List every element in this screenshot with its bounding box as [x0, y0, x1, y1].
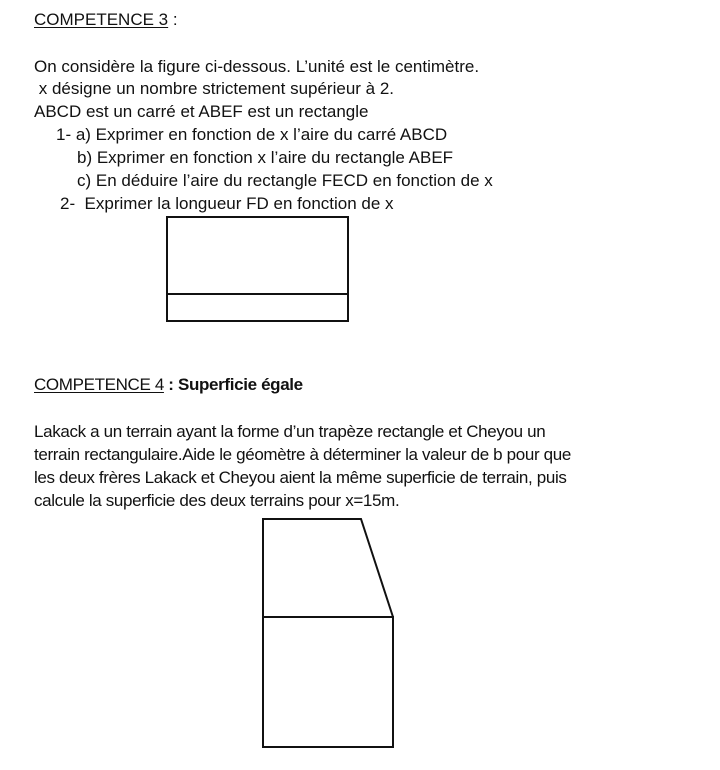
figure-square-rectangle [167, 217, 348, 321]
rectangle-shape [263, 617, 393, 747]
trapezoid-shape [263, 519, 393, 617]
question-1c: c) En déduire l’aire du rectangle FECD en fonction de x [77, 171, 493, 190]
paragraph-line-2: terrain rectangulaire.Aide le géomètre à déterminer la valeur de b pour que [34, 445, 571, 464]
question-2: 2- Exprimer la longueur FD en fonction de x [60, 194, 394, 213]
intro-line-2: x désigne un nombre strictement supérieur à 2. [34, 79, 395, 98]
competence-3-heading-suffix: : [168, 10, 178, 29]
competence-4-title: COMPETENCE 4 [34, 375, 164, 394]
intro-line-3: ABCD est un carré et ABEF est un rectangle [34, 102, 369, 121]
question-1a: 1- a) Exprimer en fonction de x l’aire du carré ABCD [56, 125, 448, 144]
competence-4-heading-suffix: : Superficie égale [163, 375, 303, 394]
outer-rectangle-abcd [167, 217, 348, 321]
competence-4-heading [34, 374, 303, 396]
paragraph-line-1: Lakack a un terrain ayant la forme d’un trapèze rectangle et Cheyou un [34, 422, 546, 441]
paragraph-line-3: les deux frères Lakack et Cheyou aient la même superficie de terrain, puis [34, 468, 567, 487]
question-1b: b) Exprimer en fonction x l’aire du rectangle ABEF [77, 148, 454, 167]
competence-3-title: COMPETENCE 3 [34, 10, 169, 29]
intro-line-1: On considère la figure ci-dessous. L’unité est le centimètre. [34, 57, 480, 76]
figure-trapezoid-rectangle [263, 519, 393, 747]
paragraph-line-4: calcule la superficie des deux terrains pour x=15m. [34, 491, 400, 510]
